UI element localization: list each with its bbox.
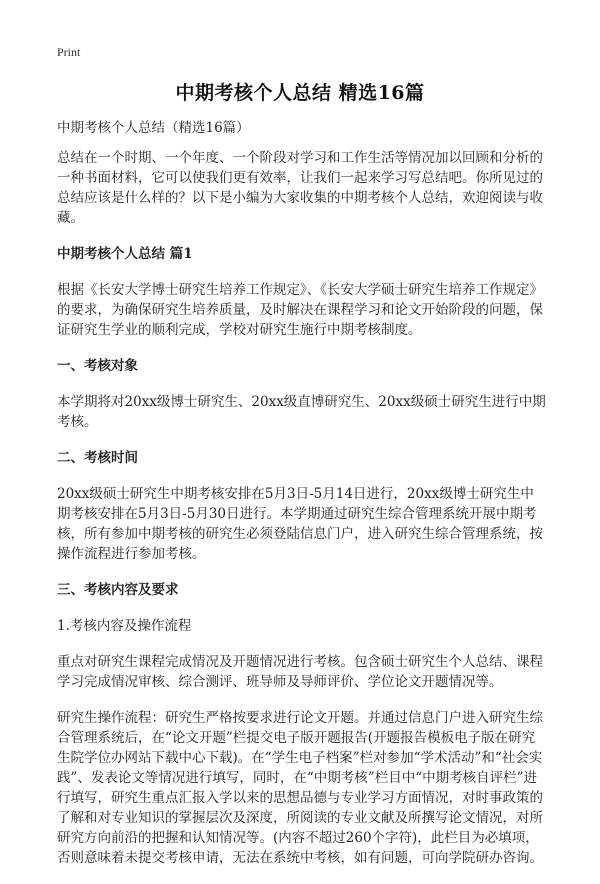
section-paragraph: 根据《长安大学博士研究生培养工作规定》、《长安大学硕士研究生培养工作规定》的要求，为确保研究生培养质量，及时解决在课程学习和论文开始阶段的问题，保证研究生学业的顺利完成，学校对研究生施行中期考核制度。 <box>57 282 543 338</box>
document-subtitle: 中期考核个人总结（精选16篇） <box>57 120 250 136</box>
heading-content: 三、考核内容及要求 <box>57 582 179 598</box>
content-subheading: 1.考核内容及操作流程 <box>57 618 192 634</box>
heading-target: 一、考核对象 <box>57 358 138 374</box>
process-paragraph: 研究生操作流程：研究生严格按要求进行论文开题。并通过信息门户进入研究生综合管理系统后，在“论文开题”栏提交电子版开题报告(开题报告模板电子版在研究生院学位办网站下载中心下载)。在“学生电子档案”栏对参加“学术活动”和“社会实践”、发表论文等情况进行填写，同时，在“中期考核”栏目中“中期考核自评栏”进行填写，研究生重点汇报入学以来的思想品德与专业学习方面情况，对时事政策的了解和对专业知识的掌握层次及深度，所阅读的专业文献及所撰写论文情况，对所研究方向前沿的把握和认知情况等。(内容不超过260个字符)，此栏目为必填项，否则意味着未提交考核申请，无法在系统中考核，如有问题，可向学院研办咨询。 <box>57 710 543 866</box>
content-paragraph: 重点对研究生课程完成情况及开题情况进行考核。包含硕士研究生个人总结、课程学习完成情况审核、综合测评、班导师及导师评价、学位论文开题情况等。 <box>57 654 543 690</box>
target-paragraph: 本学期将对20xx级博士研究生、20xx级直博研究生、20xx级硕士研究生进行中期考核。 <box>57 394 546 430</box>
intro-paragraph: 总结在一个时期、一个年度、一个阶段对学习和工作生活等情况加以回顾和分析的一种书面材料，它可以使我们更有效率，让我们一起来学习写总结吧。你所见过的总结应该是什么样的？以下是小编为大家收集的中期考核个人总结，欢迎阅读与收藏。 <box>57 150 543 226</box>
section-heading: 中期考核个人总结 篇1 <box>57 246 193 262</box>
page-title: 中期考核个人总结 精选16篇 <box>175 82 425 104</box>
document-body <box>57 118 547 884</box>
print-label: Print <box>57 45 81 59</box>
time-paragraph: 20xx级硕士研究生中期考核安排在5月3日-5月14日进行，20xx级博士研究生中期考核安排在5月3日-5月30日进行。本学期通过研究生综合管理系统开展中期考核，所有参加中期考核的研究生必须登陆信息门户，进入研究生综合管理系统，按操作流程进行参加考核。 <box>57 486 543 562</box>
heading-time: 二、考核时间 <box>57 450 138 466</box>
